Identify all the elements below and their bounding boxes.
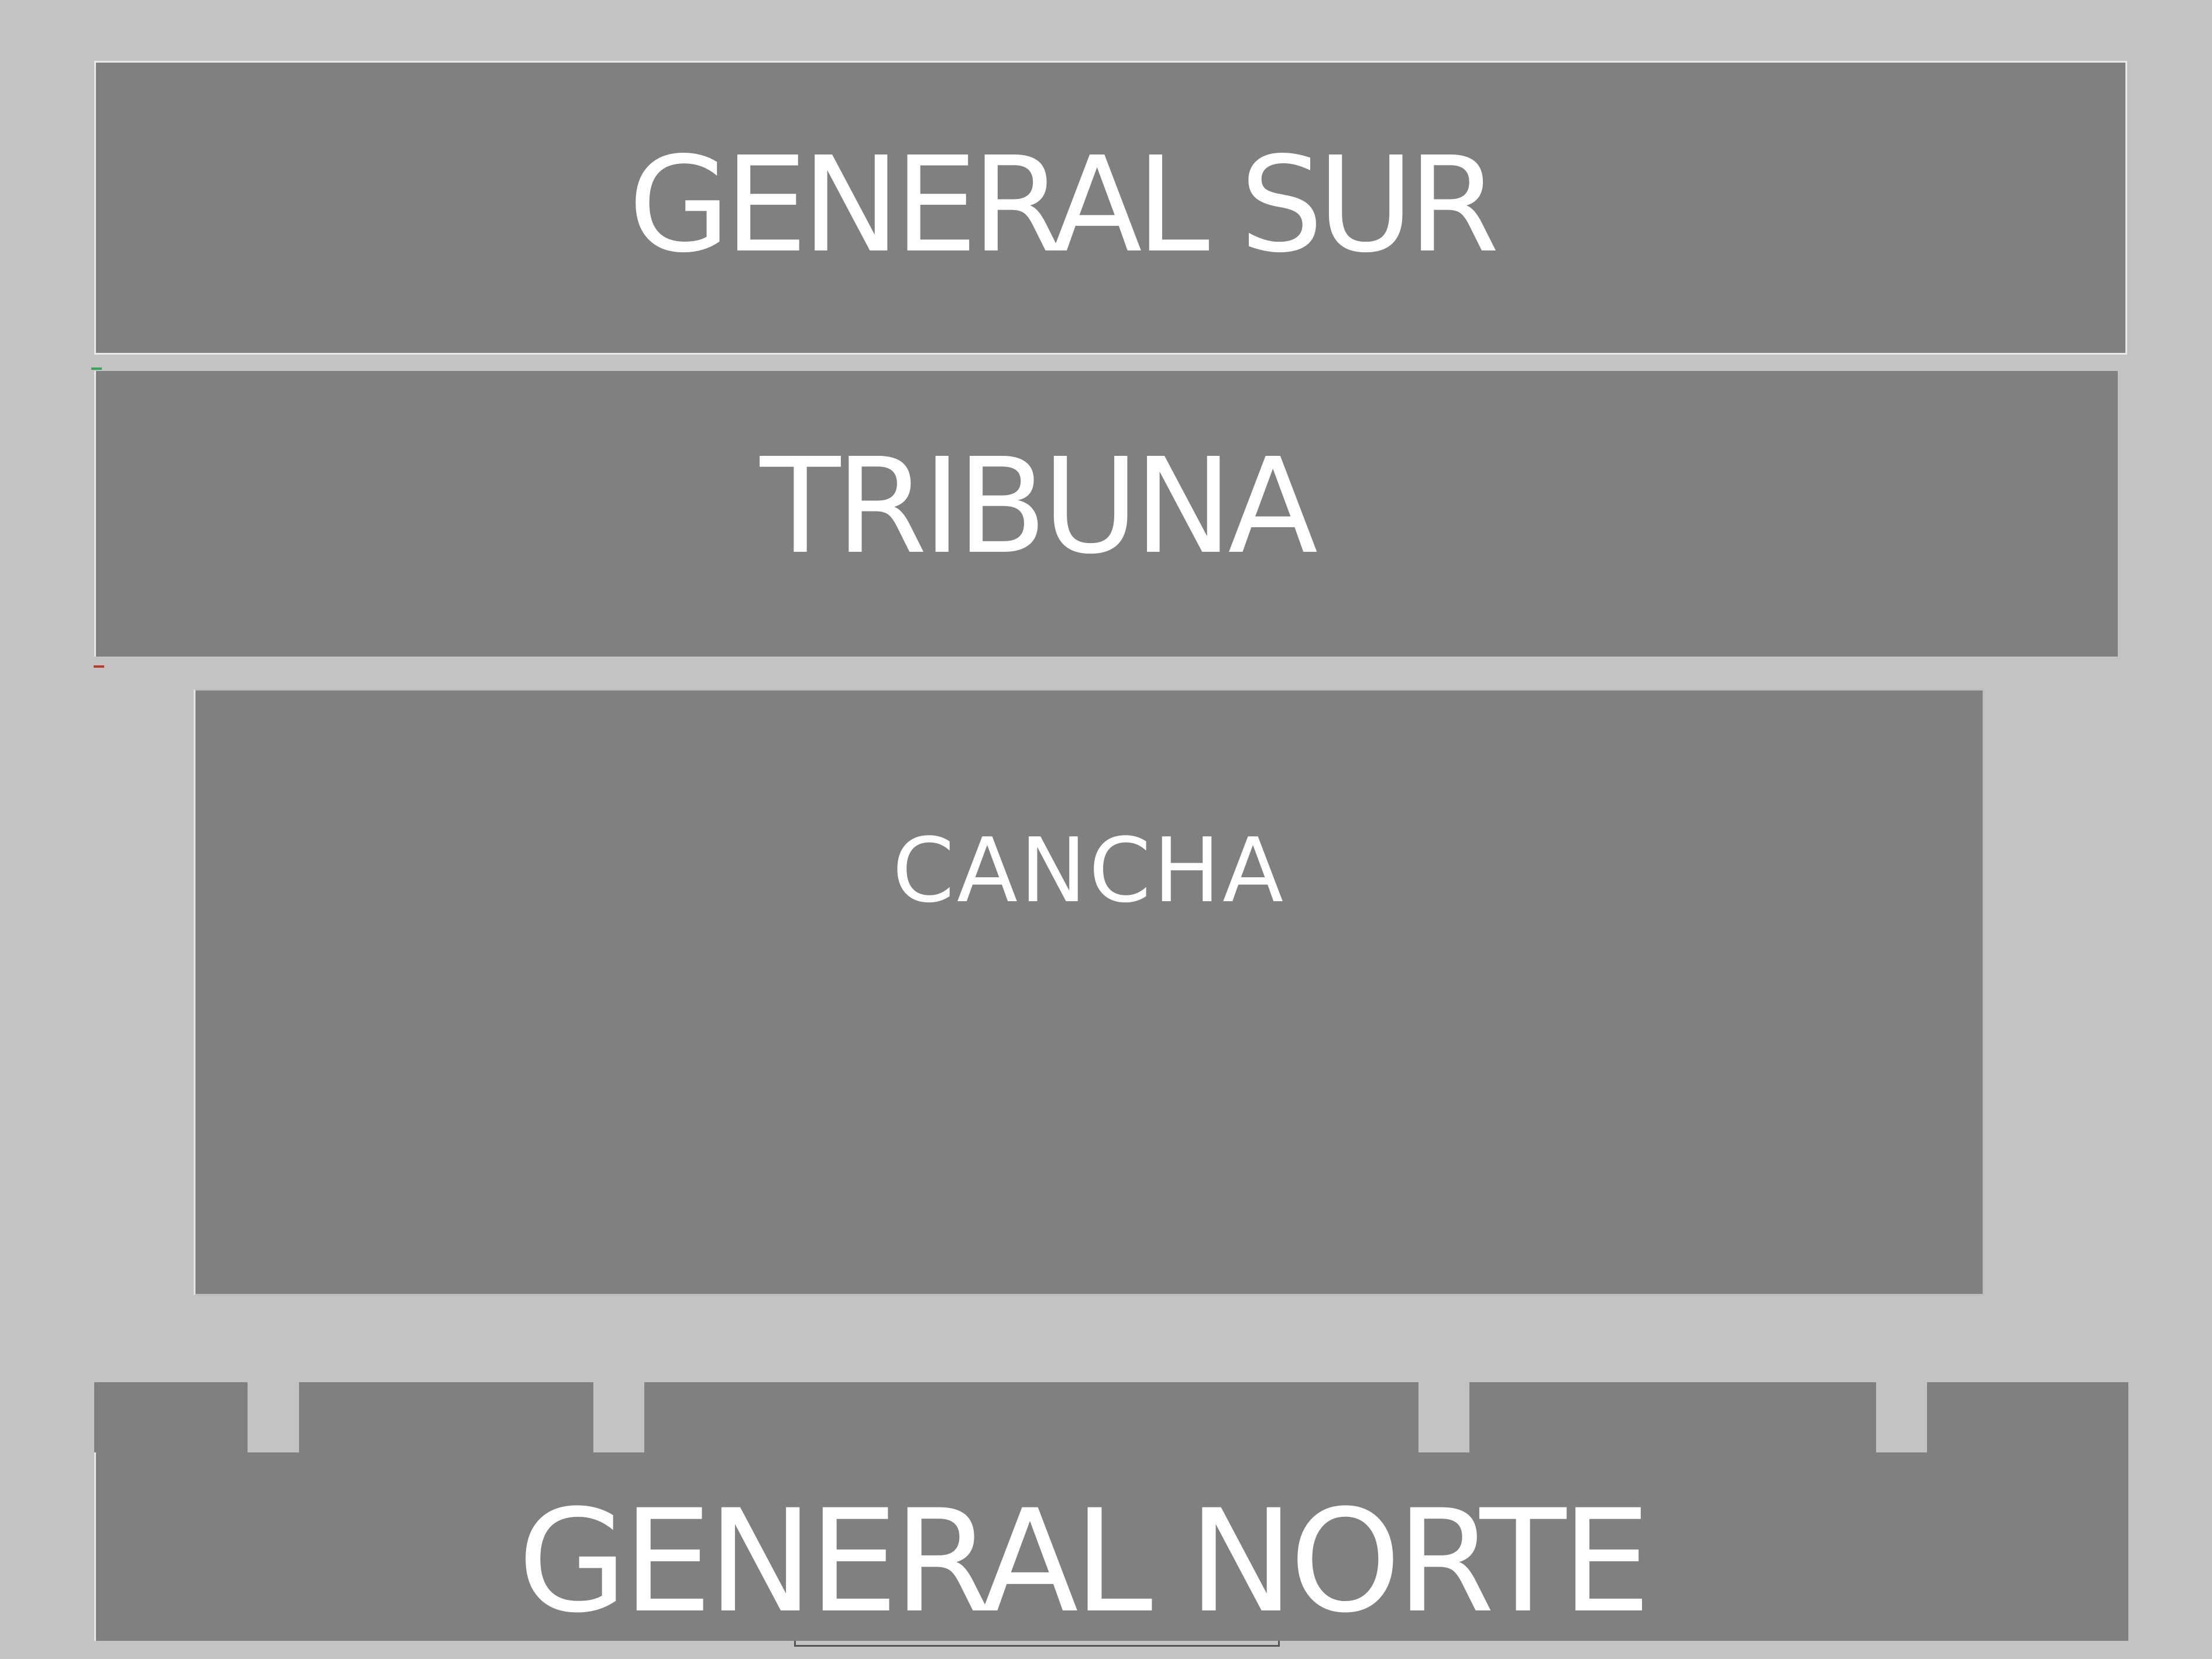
- section-general-norte-label: GENERAL NORTE: [517, 1479, 1647, 1644]
- section-cancha-label: CANCHA: [892, 819, 1286, 922]
- norte-upper-block-3: [644, 1382, 1418, 1453]
- norte-upper-block-1: [94, 1382, 248, 1453]
- norte-upper-block-5: [1927, 1382, 2128, 1453]
- section-tribuna[interactable]: [94, 371, 2118, 657]
- marker-green: [91, 367, 102, 370]
- section-general-norte[interactable]: [94, 1382, 2128, 1644]
- norte-upper-block-4: [1469, 1382, 1876, 1453]
- section-cancha[interactable]: [194, 689, 1984, 1296]
- norte-upper-block-2: [299, 1382, 593, 1453]
- section-tribuna-label: TRIBUNA: [760, 430, 1314, 583]
- section-general-sur-label: GENERAL SUR: [628, 129, 1494, 282]
- section-general-sur[interactable]: [94, 61, 2127, 355]
- marker-red: [94, 665, 104, 668]
